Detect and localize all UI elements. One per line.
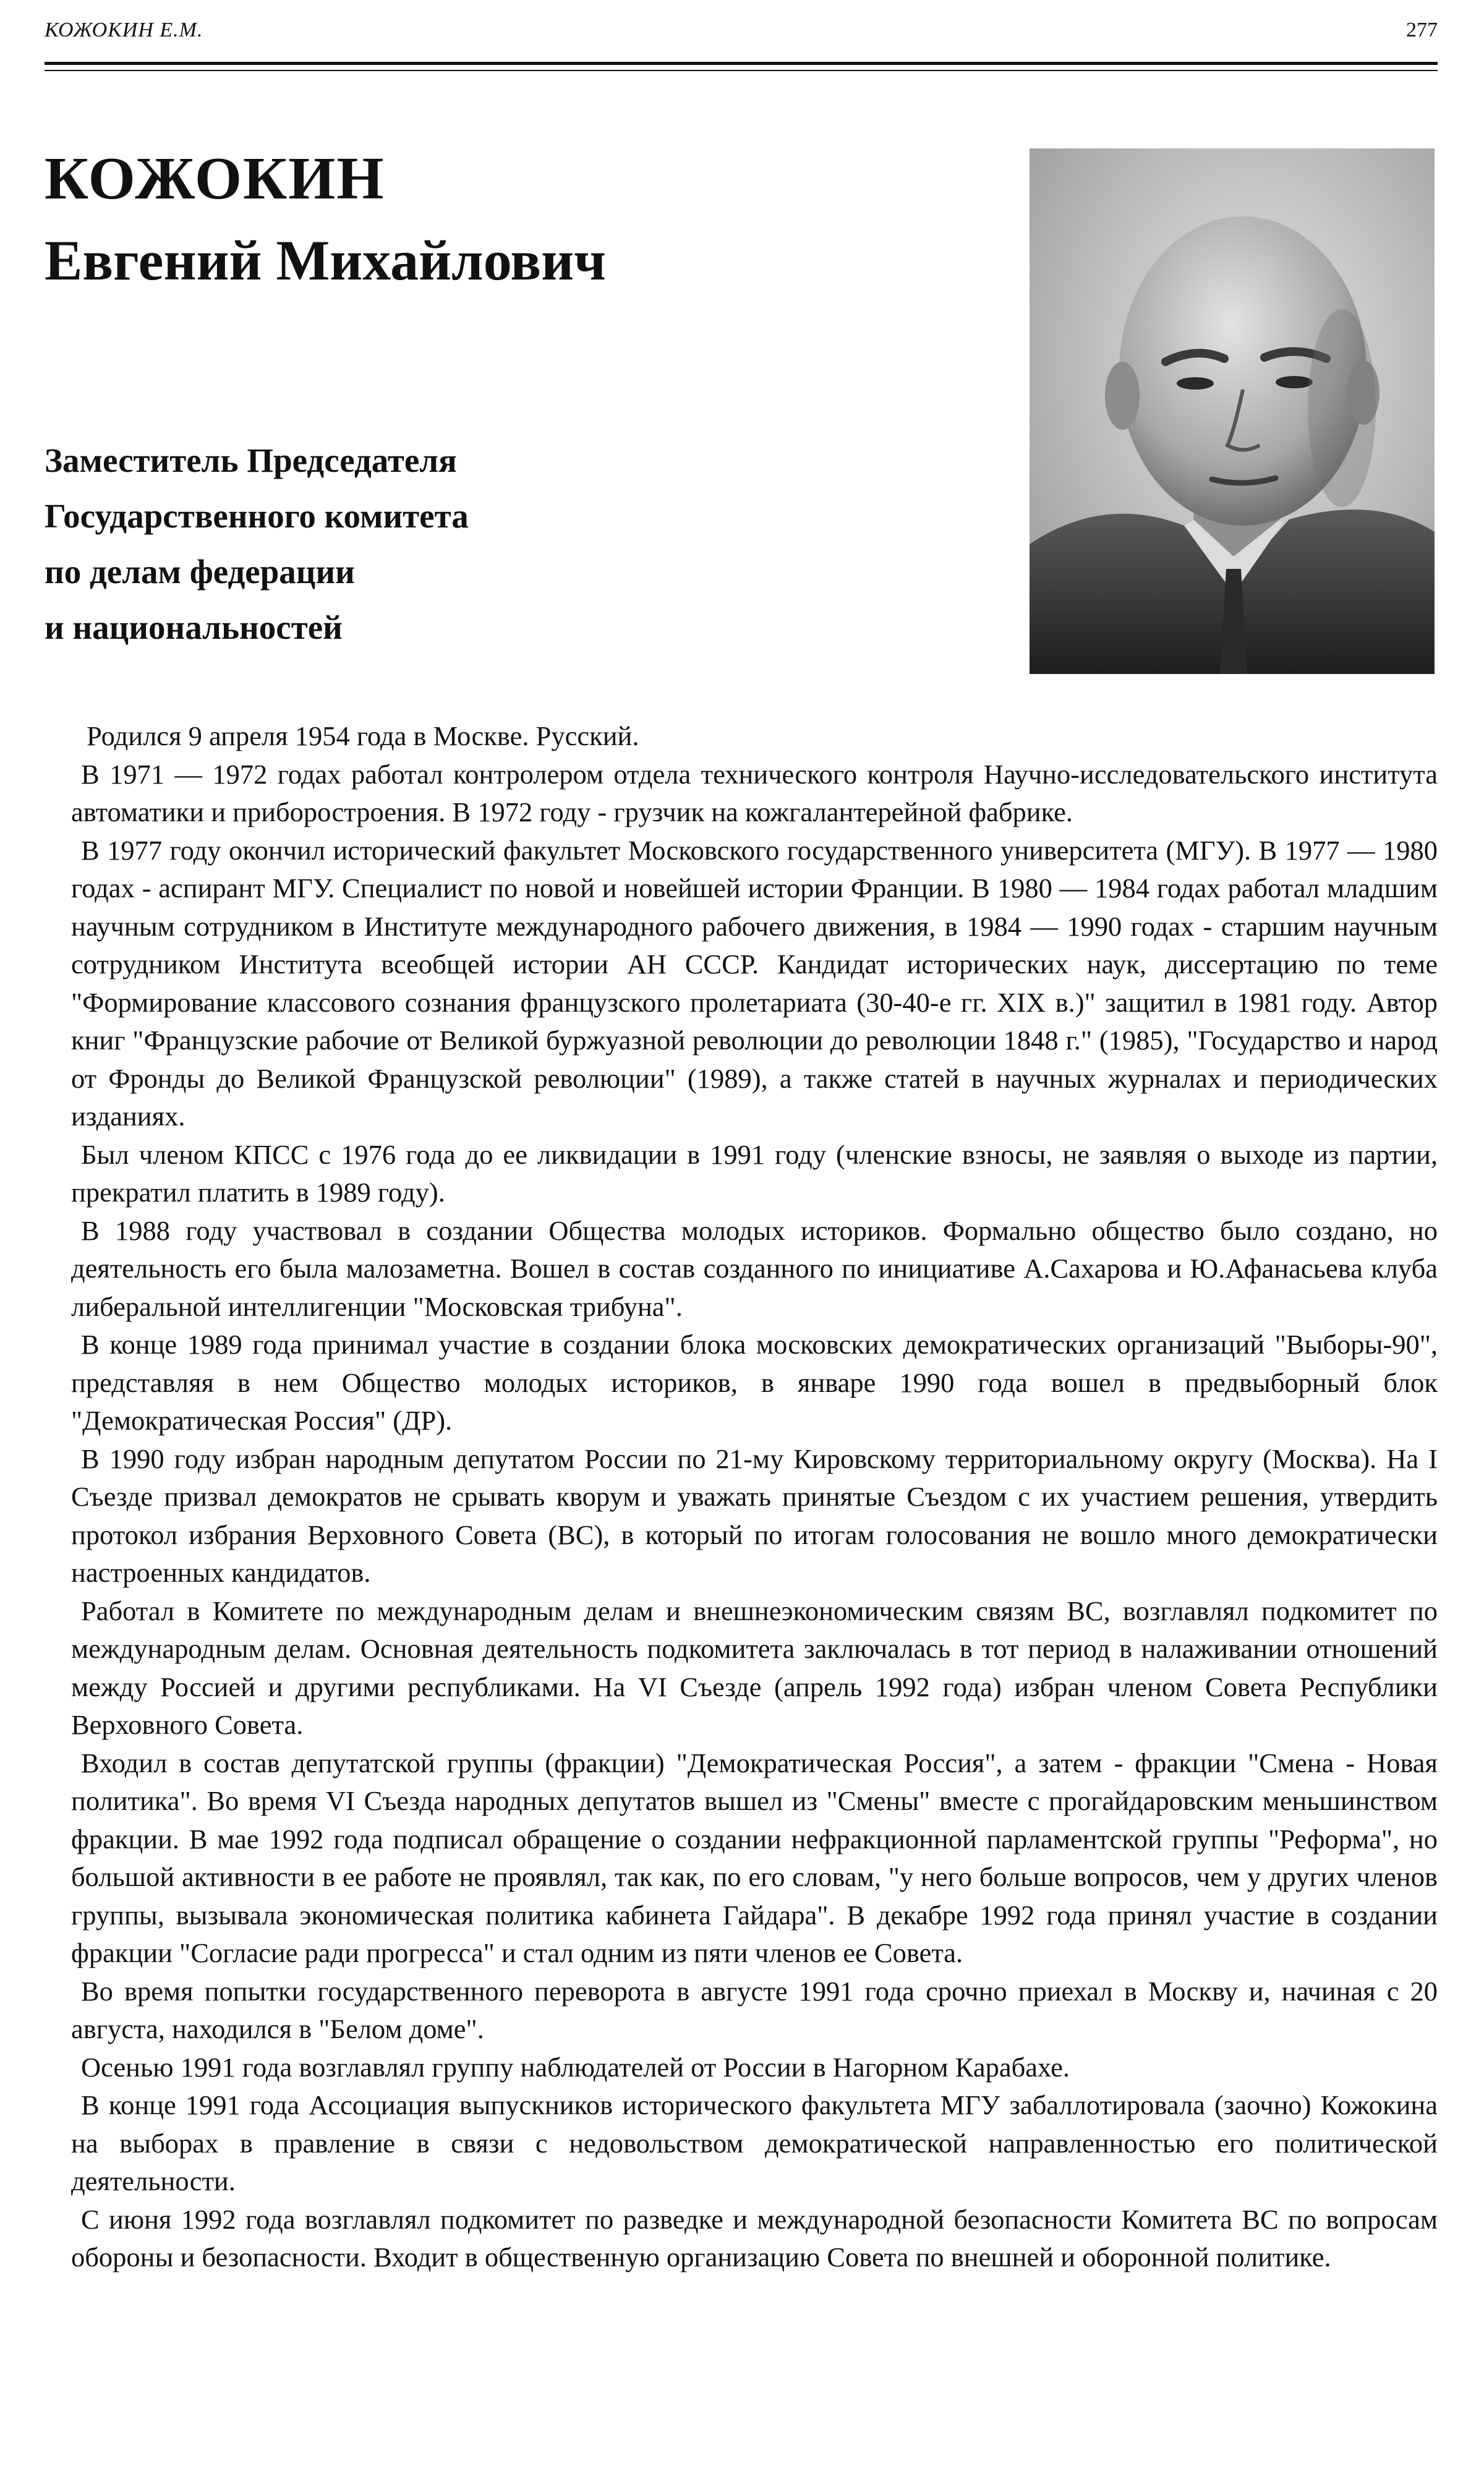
biography-paragraph: Родился 9 апреля 1954 года в Москве. Русский. — [87, 720, 639, 751]
position-line: и национальностей — [45, 608, 343, 646]
biography-paragraph: В конце 1991 года Ассоциация выпускников исторического факультета МГУ забаллотировала (заочно) Кожокина на выборах в правление в связи с недовольством демократической направленностью его политической деятельности. — [71, 2089, 1438, 2196]
header-rule-thin — [45, 70, 1438, 71]
header-rule-thick — [45, 62, 1438, 65]
biography-paragraph: Работал в Комитете по международным делам и внешнеэкономическим связям ВС, возглавлял подкомитет по международным делам. Основная деятельность подкомитета заключалась в тот период в налаживании отношений между Россией и другими республиками. На VI Съезде (апрель 1992 года) избран членом Совета Республики Верховного Совета. — [71, 1595, 1438, 1740]
biography-paragraph: Входил в состав депутатской группы (фракции) "Демократическая Россия", а затем - фракции "Смена - Новая политика". Во время VI Съезда народных депутатов вышел из "Смены" вместе с прогайдаровским меньшинством фракции. В мае 1992 года подписал обращение о создании нефракционной парламентской группы "Реформа", но большой активности в ее работе не проявлял, так как, по его словам, "у него больше вопросов, чем у других членов группы, вызывала экономическая политика кабинета Гайдара". В декабре 1992 года принял участие в создании фракции "Согласие ради прогресса" и стал одним из пяти членов ее Совета. — [71, 1747, 1438, 1968]
biography-paragraph: В 1971 — 1972 годах работал контролером отдела технического контроля Научно-исследовательского института автоматики и приборостроения. В 1972 году - грузчик на кожгалантерейной фабрике. — [71, 758, 1438, 827]
biography-paragraph: В конце 1989 года принимал участие в создании блока московских демократических организаций "Выборы-90", представляя в нем Общество молодых историков, в январе 1990 года вошел в предвыборный блок "Демократическая Россия" (ДР). — [71, 1329, 1438, 1436]
biography-paragraph: В 1988 году участвовал в создании Общества молодых историков. Формально общество было создано, но деятельность его была малозаметна. Вошел в состав созданного по инициативе А.Сахарова и Ю.Афанасьева клуба либеральной интеллигенции "Московская трибуна". — [71, 1214, 1438, 1322]
person-given-names: Евгений Михайлович — [45, 229, 607, 292]
biography-paragraph: Во время попытки государственного переворота в августе 1991 года срочно приехал в Москву и, начиная с 20 августа, находился в "Белом доме". — [71, 1975, 1438, 2044]
position-line: Заместитель Председателя — [45, 442, 457, 479]
portrait-photo-graphic — [1030, 148, 1435, 674]
biography-text — [71, 717, 1438, 2277]
biography-paragraph: В 1990 году избран народным депутатом России по 21-му Кировскому территориальному округу (Москва). На I Съезде призвал демократов не срывать кворум и уважать принятые Съездом с их участием решения, утвердить протокол избрания Верховного Совета (ВС), в который по итогам голосования не вошло много демократически настроенных кандидатов. — [71, 1443, 1438, 1588]
position-line: по делам федерации — [45, 553, 355, 591]
person-surname: КОЖОКИН — [45, 145, 385, 212]
biography-paragraph: Осенью 1991 года возглавлял группу наблюдателей от России в Нагорном Карабахе. — [81, 2051, 1070, 2083]
page-number: 277 — [1406, 19, 1438, 41]
biography-paragraph: С июня 1992 года возглавлял подкомитет по разведке и международной безопасности Комитета ВС по вопросам обороны и безопасности. Входит в общественную организацию Совета по внешней и оборонной политике. — [71, 2203, 1438, 2272]
person-position — [45, 433, 469, 655]
running-head: КОЖОКИН Е.М. — [45, 19, 203, 41]
position-line: Государственного комитета — [45, 497, 469, 535]
portrait-photo — [1030, 148, 1435, 674]
biography-paragraph: Был членом КПСС с 1976 года до ее ликвидации в 1991 году (членские взносы, не заявляя о выходе из партии, прекратил платить в 1989 году). — [71, 1138, 1438, 1208]
biography-paragraph: В 1977 году окончил исторический факультет Московского государственного университета (МГУ). В 1977 — 1980 годах - аспирант МГУ. Специалист по новой и новейшей истории Франции. В 1980 — 1984 годах работал младшим научным сотрудником в Институте международного рабочего движения, в 1984 — 1990 годах - старшим научным сотрудником Института всеобщей истории АН СССР. Кандидат исторических наук, диссертацию по теме "Формирование классового сознания французского пролетариата (30-40-е гг. XIX в.)" защитил в 1981 году. Автор книг "Французские рабочие от Великой буржуазной революции до революции 1848 г." (1985), "Государство и народ от Фронды до Великой Французской революции" (1989), а также статей в научных журналах и периодических изданиях. — [71, 834, 1438, 1132]
